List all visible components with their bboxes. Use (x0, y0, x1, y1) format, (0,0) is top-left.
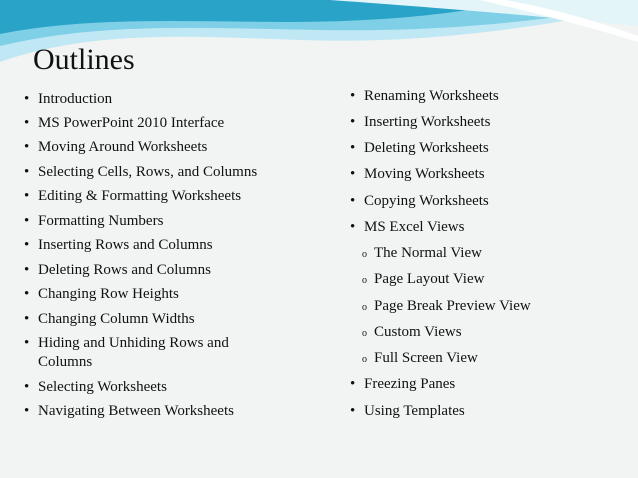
sub-bullet-marker: o (362, 354, 367, 365)
list-item (24, 401, 234, 421)
list-item (350, 112, 490, 132)
bullet-marker: • (24, 213, 30, 229)
list-item-label: MS PowerPoint 2010 Interface (38, 115, 225, 131)
list-item-label: Page Break Preview View (374, 298, 531, 314)
list-item (350, 191, 489, 211)
bullet-marker: • (350, 219, 356, 235)
bullet-marker: • (350, 403, 356, 419)
list-item-label: Introduction (38, 91, 113, 107)
list-item (350, 401, 465, 421)
list-item-label: Selecting Worksheets (38, 379, 167, 395)
sub-bullet-marker: o (362, 302, 367, 313)
list-item-label: Inserting Rows and Columns (38, 237, 213, 253)
list-item (350, 164, 485, 184)
list-item-label: Moving Worksheets (364, 166, 485, 182)
list-item (350, 86, 499, 106)
bullet-marker: • (350, 88, 356, 104)
list-item-label: Editing & Formatting Worksheets (38, 188, 242, 204)
sub-bullet-marker: o (362, 275, 367, 286)
list-item-label: MS Excel Views (364, 219, 465, 235)
bullet-marker: • (24, 403, 30, 419)
slide-title: Outlines (33, 43, 135, 76)
bullet-marker: • (350, 193, 356, 209)
sub-bullet-marker: o (362, 328, 367, 339)
list-item (24, 284, 179, 304)
bullet-marker: • (24, 262, 30, 278)
list-item-label: Page Layout View (374, 271, 485, 287)
bullet-marker: • (350, 166, 356, 182)
sub-list-item (350, 296, 531, 316)
list-item-label: Formatting Numbers (38, 213, 164, 229)
sub-list-item (350, 243, 482, 263)
bullet-marker: • (350, 114, 356, 130)
bullet-marker: • (24, 286, 30, 302)
bullet-marker: • (24, 335, 30, 351)
list-item-label: Using Templates (364, 403, 465, 419)
bullet-marker: • (24, 164, 30, 180)
right-bullet-list (350, 0, 638, 478)
list-item (24, 211, 163, 231)
sub-list-item (350, 322, 462, 342)
list-item (350, 138, 489, 158)
list-item-label: Deleting Rows and Columns (38, 262, 211, 278)
bullet-marker: • (24, 379, 30, 395)
bullet-marker: • (24, 139, 30, 155)
list-item (24, 162, 257, 182)
list-item (24, 333, 229, 353)
list-item-label: Changing Column Widths (38, 311, 195, 327)
list-item-label: Navigating Between Worksheets (38, 403, 234, 419)
list-item (350, 217, 464, 237)
list-item-label: Freezing Panes (364, 376, 456, 392)
bullet-marker: • (24, 91, 30, 107)
list-item (24, 377, 167, 397)
list-item (24, 235, 213, 255)
bullet-marker: • (24, 311, 30, 327)
list-item-label: Hiding and Unhiding Rows and (38, 335, 229, 351)
list-item (24, 89, 112, 109)
list-item (24, 137, 207, 157)
list-item (24, 309, 195, 329)
list-item-label: Custom Views (374, 324, 462, 340)
bullet-marker: • (350, 376, 356, 392)
list-item-label: Deleting Worksheets (364, 140, 489, 156)
bullet-marker: • (350, 140, 356, 156)
list-item-label: Renaming Worksheets (364, 88, 499, 104)
list-item-label: Changing Row Heights (38, 286, 179, 302)
sub-list-item (350, 269, 484, 289)
list-item (24, 260, 211, 280)
bullet-marker: • (24, 188, 30, 204)
list-item-label: Copying Worksheets (364, 193, 489, 209)
sub-bullet-marker: o (362, 249, 367, 260)
list-item-label: Columns (38, 354, 93, 370)
list-item-label: Inserting Worksheets (364, 114, 491, 130)
list-item (350, 374, 455, 394)
bullet-marker: • (24, 115, 30, 131)
list-item (24, 186, 241, 206)
sub-list-item (350, 348, 478, 368)
list-item-label: The Normal View (374, 245, 482, 261)
list-item (24, 113, 224, 133)
list-item-continuation (24, 352, 92, 372)
list-item-label: Moving Around Worksheets (38, 139, 208, 155)
list-item-label: Full Screen View (374, 350, 478, 366)
list-item-label: Selecting Cells, Rows, and Columns (38, 164, 258, 180)
bullet-marker: • (24, 237, 30, 253)
left-bullet-list (24, 0, 324, 478)
